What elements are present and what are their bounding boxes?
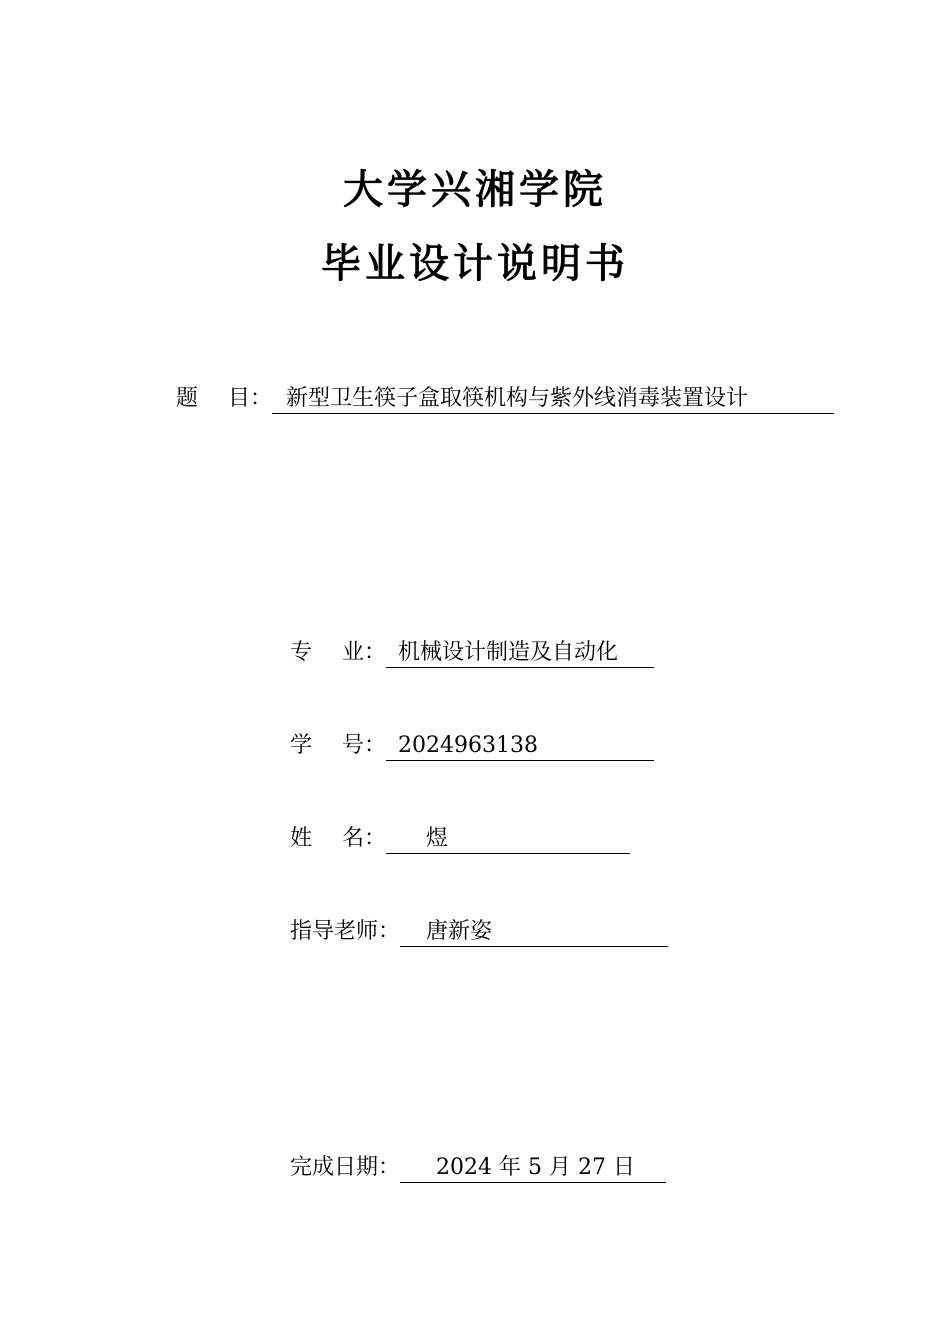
advisor-label: 指导老师：: [290, 919, 401, 944]
major-label-part1: 专: [290, 640, 313, 665]
topic-field: [176, 384, 834, 414]
completion-date-value: 2024 年 5 月 27 日: [400, 1154, 666, 1183]
student-id-label-part2: 号：: [342, 733, 387, 758]
name-label-part1: 姓: [290, 826, 313, 851]
major-label-part2: 业：: [342, 640, 387, 665]
completion-date-label: 完成日期：: [290, 1155, 401, 1180]
name-field: [290, 824, 630, 854]
topic-label-part1: 题: [176, 386, 199, 411]
advisor-value: 唐新姿: [400, 918, 668, 947]
completion-date-field: [290, 1153, 666, 1183]
name-label-part2: 名：: [342, 826, 387, 851]
topic-label-part2: 目：: [228, 386, 273, 411]
topic-value: 新型卫生筷子盒取筷机构与紫外线消毒装置设计: [272, 385, 834, 414]
name-value: 煜: [386, 825, 630, 854]
document-title: 毕业设计说明书: [321, 241, 629, 287]
major-field: [290, 638, 654, 668]
student-id-field: [290, 731, 654, 761]
major-value: 机械设计制造及自动化: [386, 639, 654, 668]
advisor-field: [290, 917, 668, 947]
student-id-label-part1: 学: [290, 733, 313, 758]
student-id-value: 2024963138: [386, 732, 654, 761]
school-name: 大学兴湘学院: [343, 167, 607, 213]
